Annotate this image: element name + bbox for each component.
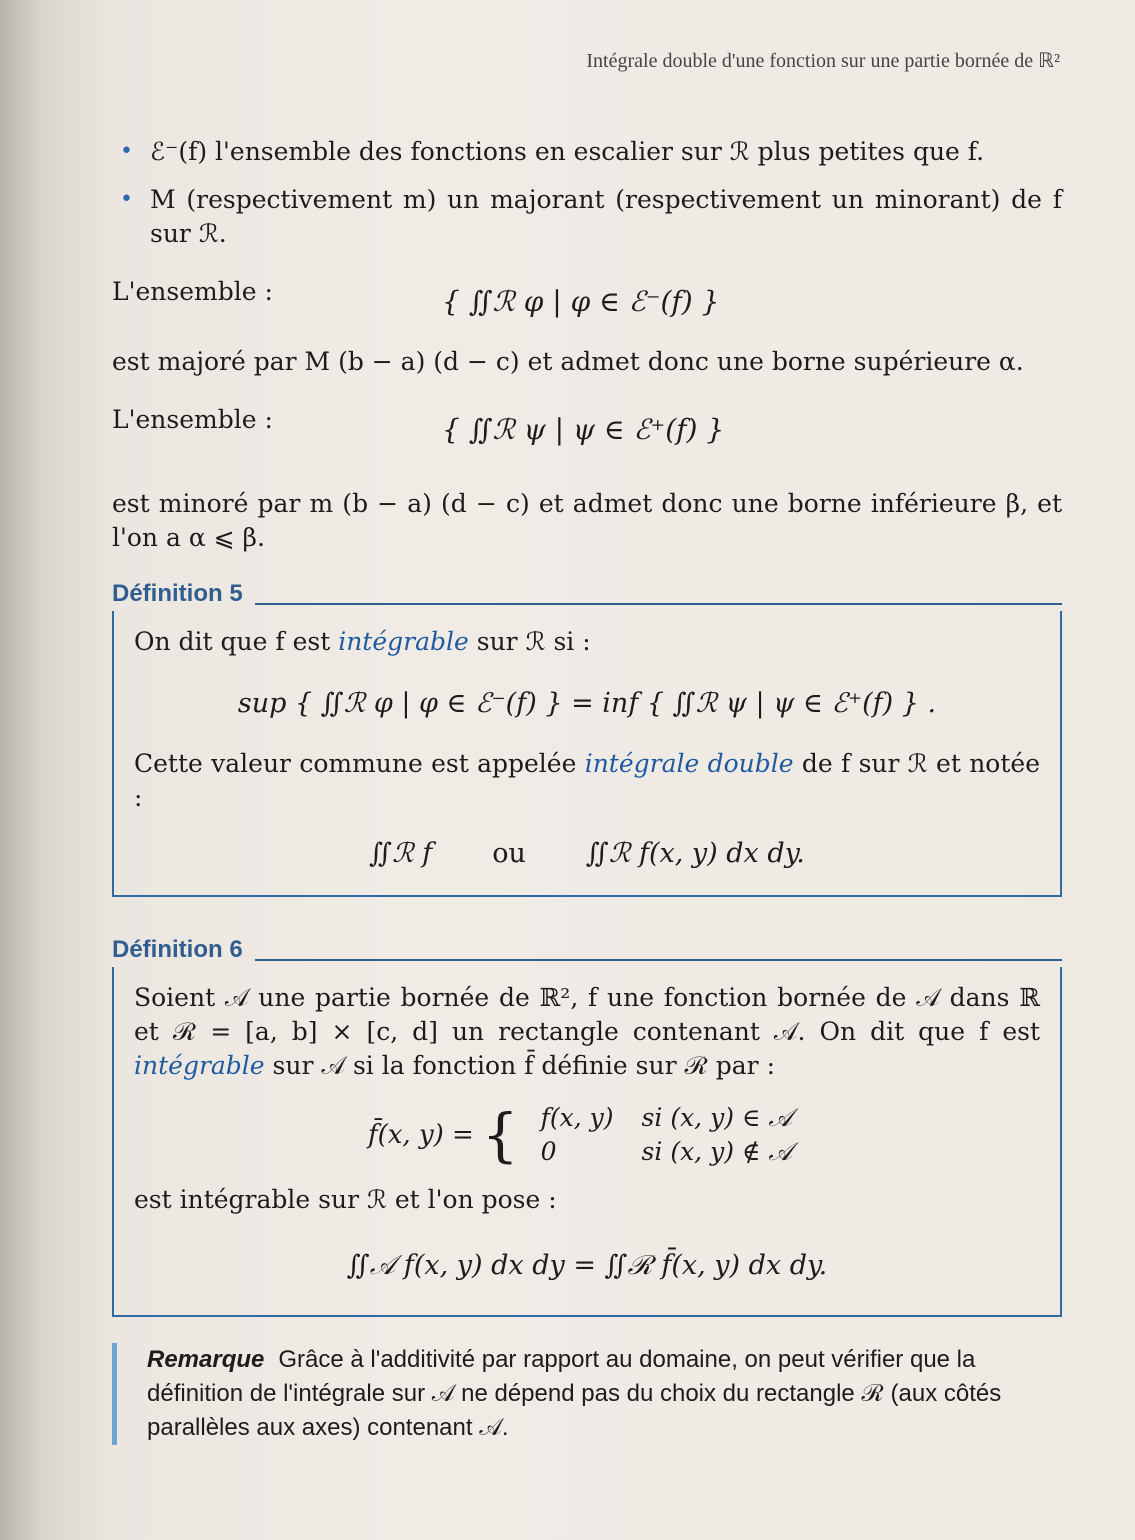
formula: ∬ℛ f [369, 838, 433, 869]
text: sur 𝒜 si la fonction f̄ définie sur ℛ par : [264, 1051, 775, 1080]
paragraph [134, 747, 1040, 815]
set-formula: { ∬ℛ ψ | ψ ∈ ℰ⁺(f) } [442, 413, 725, 446]
formula: sup { ∬ℛ φ | φ ∈ ℰ⁻(f) } = inf { ∬ℛ ψ | ψ ∈ ℰ⁺(f) } . [237, 688, 937, 719]
formula: ∬ℛ f(x, y) dx dy. [585, 838, 805, 869]
text: Soient 𝒜 une partie bornée de ℝ², f une fonction bornée de 𝒜 dans ℝ et ℛ = [a, b] × [c, d] un rectangle contenant 𝒜. On dit que f est [134, 983, 1040, 1046]
case-value: f(x, y) [540, 1103, 614, 1132]
remark-label: Remarque [147, 1346, 265, 1373]
set-row-1 [112, 265, 1062, 319]
formula-lhs: f̄(x, y) = [368, 1120, 474, 1150]
page-content [112, 135, 1062, 1445]
emphasis: intégrale double [584, 749, 794, 778]
emphasis: intégrable [338, 627, 469, 656]
brace: { [481, 1101, 519, 1169]
case-condition: si (x, y) ∈ 𝒜 [641, 1103, 792, 1132]
text: sur ℛ si : [468, 627, 591, 656]
paragraph [134, 981, 1040, 1083]
definition-5-header [112, 577, 1062, 611]
paragraph: est minoré par m (b − a) (d − c) et admet donc une borne inférieure β, et l'on a α ⩽ β. [112, 489, 1062, 552]
remark-block [112, 1343, 1062, 1445]
list-item: • ℰ⁻(f) l'ensemble des fonctions en escalier sur ℛ plus petites que f. [150, 135, 1062, 169]
definition-list [112, 135, 1062, 251]
running-header: Intégrale double d'une fonction sur une partie bornée de ℝ² [586, 50, 1060, 72]
text: On dit que f est [134, 627, 339, 656]
set-label: L'ensemble : [112, 277, 273, 306]
case-condition: si (x, y) ∉ 𝒜 [641, 1137, 792, 1166]
definition-title: Définition 6 [112, 936, 243, 963]
text: de f sur ℛ et notée : [134, 749, 1040, 812]
formula: ∬𝒜 f(x, y) dx dy = ∬ℛ f̄(x, y) dx dy. [346, 1250, 828, 1281]
paragraph: est intégrable sur ℛ et l'on pose : [134, 1185, 557, 1214]
paragraph: est majoré par M (b − a) (d − c) et admet donc une borne supérieure α. [112, 347, 1024, 376]
emphasis: intégrable [134, 1051, 265, 1080]
remark-text: Grâce à l'additivité par rapport au domaine, on peut vérifier que la définition de l'intégrale sur 𝒜 ne dépend pas du choix du rectangle ℛ (aux côtés parallèles aux axes) contenant 𝒜. [147, 1346, 1002, 1441]
paragraph [134, 625, 1040, 659]
list-item: • M (respectivement m) un majorant (respectivement un minorant) de f sur ℛ. [150, 183, 1062, 251]
divider [255, 959, 1062, 961]
connector-text: ou [492, 838, 526, 869]
case-value: 0 [540, 1137, 557, 1166]
case-definition [134, 1101, 1040, 1169]
definition-title: Définition 5 [112, 580, 243, 607]
divider [255, 603, 1062, 605]
text: Cette valeur commune est appelée [134, 749, 585, 778]
notation-row [134, 837, 1040, 871]
definition-6-header [112, 933, 1062, 967]
set-row-2 [112, 393, 1062, 447]
definition-6-box [112, 967, 1062, 1317]
cases [527, 1101, 806, 1169]
set-formula: { ∬ℛ φ | φ ∈ ℰ⁻(f) } [442, 285, 720, 318]
definition-5-box [112, 611, 1062, 897]
set-label: L'ensemble : [112, 405, 273, 434]
